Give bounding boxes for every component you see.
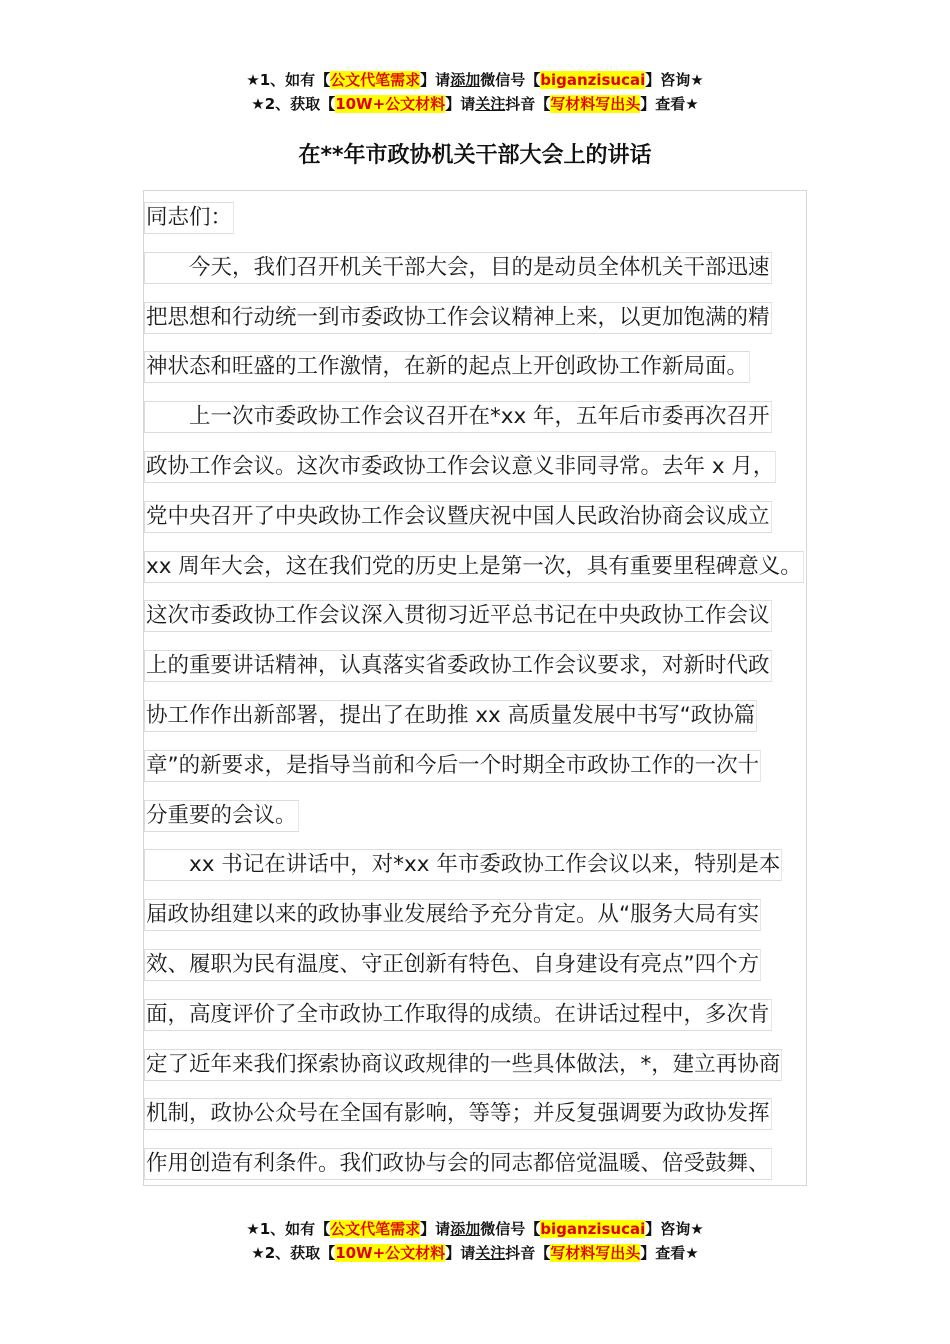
text-line: 面，高度评价了全市政协工作取得的成绩。在讲话过程中，多次肯: [144, 990, 814, 1040]
promo-line-2: ★2、获取【10W+公文材料】请关注抖音【写材料写出头】查看★: [251, 95, 699, 113]
promo-line-2: ★2、获取【10W+公文材料】请关注抖音【写材料写出头】查看★: [251, 1244, 699, 1262]
text-line: 同志们：: [144, 193, 814, 243]
promo-douyin-id: 写材料写出头: [550, 1244, 641, 1262]
text-line: 分重要的会议。: [144, 791, 814, 841]
text-line: xx 书记在讲话中，对*xx 年市委政协工作会议以来，特别是本: [144, 840, 814, 890]
promo-highlight: 公文代笔需求: [330, 71, 421, 89]
text-line: 协工作作出新部署，提出了在助推 xx 高质量发展中书写“政协篇: [144, 691, 814, 741]
text-line: 上的重要讲话精神，认真落实省委政协工作会议要求，对新时代政: [144, 641, 814, 691]
text-line: 神状态和旺盛的工作激情，在新的起点上开创政协工作新局面。: [144, 342, 814, 392]
promo-footer: [0, 1217, 950, 1265]
promo-line-1: ★1、如有【公文代笔需求】请添加微信号【biganzisucai】咨询★: [246, 71, 704, 89]
text-line: 党中央召开了中央政协工作会议暨庆祝中国人民政治协商会议成立: [144, 492, 814, 542]
promo-wechat-id: biganzisucai: [540, 71, 646, 89]
text-line: 章”的新要求，是指导当前和今后一个时期全市政协工作的一次十: [144, 741, 814, 791]
promo-line-1: ★1、如有【公文代笔需求】请添加微信号【biganzisucai】咨询★: [246, 1220, 704, 1238]
text-line: 定了近年来我们探索协商议政规律的一些具体做法，*，建立再协商: [144, 1040, 814, 1090]
promo-header: [0, 68, 950, 116]
text-line: 届政协组建以来的政协事业发展给予充分肯定。从“服务大局有实: [144, 890, 814, 940]
text-line: 作用创造有利条件。我们政协与会的同志都倍觉温暖、倍受鼓舞、: [144, 1139, 814, 1189]
text-line: 今天，我们召开机关干部大会，目的是动员全体机关干部迅速: [144, 243, 814, 293]
text-line: 效、履职为民有温度、守正创新有特色、自身建设有亮点”四个方: [144, 940, 814, 990]
text-line: 把思想和行动统一到市委政协工作会议精神上来，以更加饱满的精: [144, 293, 814, 343]
promo-highlight: 公文代笔需求: [330, 1220, 421, 1238]
document-body: [144, 193, 814, 1189]
text-line: xx 周年大会，这在我们党的历史上是第一次，具有重要里程碑意义。: [144, 542, 814, 592]
text-line: 机制，政协公众号在全国有影响，等等；并反复强调要为政协发挥: [144, 1089, 814, 1139]
text-line: 政协工作会议。这次市委政协工作会议意义非同寻常。去年 x 月，: [144, 442, 814, 492]
promo-wechat-id: biganzisucai: [540, 1220, 646, 1238]
promo-highlight: 10W+公文材料: [335, 1244, 446, 1262]
promo-douyin-id: 写材料写出头: [550, 95, 641, 113]
promo-highlight: 10W+公文材料: [335, 95, 446, 113]
document-title: 在**年市政协机关干部大会上的讲话: [298, 143, 652, 168]
text-line: 上一次市委政协工作会议召开在*xx 年，五年后市委再次召开: [144, 392, 814, 442]
text-line: 这次市委政协工作会议深入贯彻习近平总书记在中央政协工作会议: [144, 591, 814, 641]
